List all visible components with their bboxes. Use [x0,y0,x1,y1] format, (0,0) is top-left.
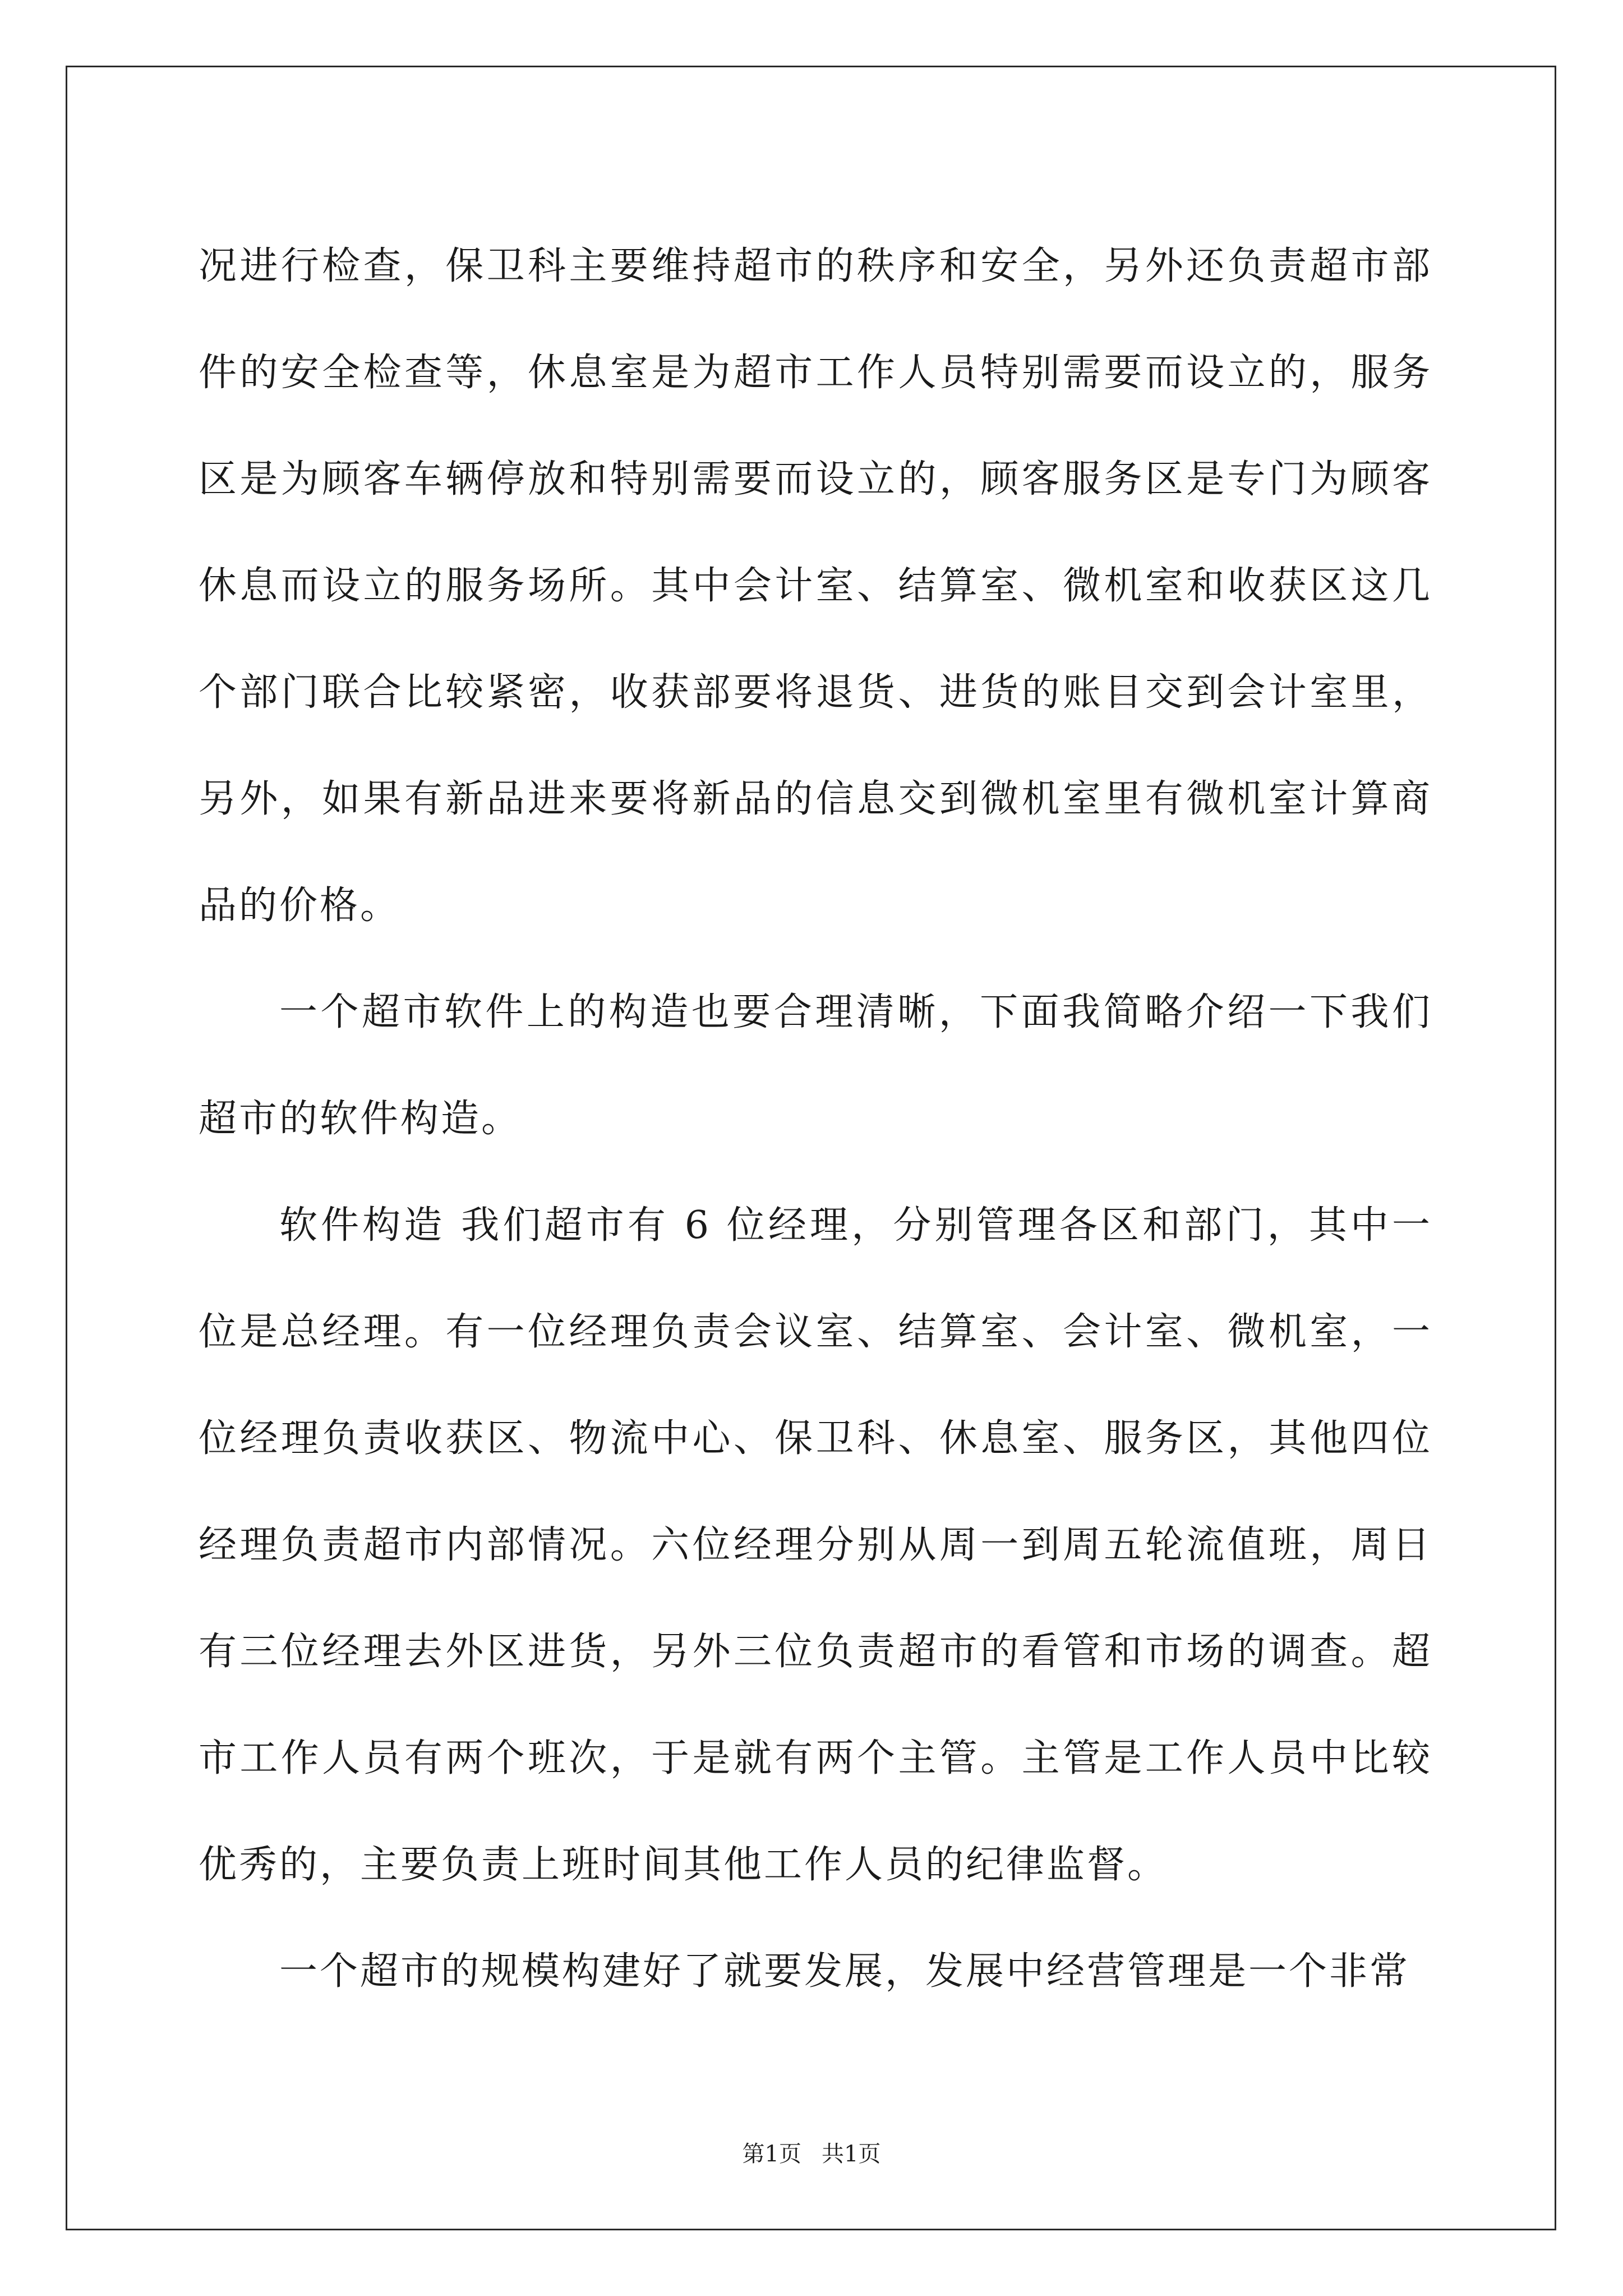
page-total: 共1页 [822,2141,881,2167]
paragraph: 况进行检查，保卫科主要维持超市的秩序和安全，另外还负责超市部件的安全检查等，休息室是为超市工作人员特别需要而设立的，服务区是为顾客车辆停放和特别需要而设立的，顾客服务区是专门为顾客休息而设立的服务场所。其中会计室、结算室、微机室和收获区这几个部门联合比较紧密，收获部要将退货、进货的账目交到会计室里，另外，如果有新品进来要将新品的信息交到微机室里有微机室计算商品的价格。 [199,244,1432,928]
paragraph: 软件构造 我们超市有 6 位经理，分别管理各区和部门，其中一位是总经理。有一位经理负责会议室、结算室、会计室、微机室，一位经理负责收获区、物流中心、保卫科、休息室、服务区，其他四位经理负责超市内部情况。六位经理分别从周一到周五轮流值班，周日有三位经理去外区进货，另外三位负责超市的看管和市场的调查。超市工作人员有两个班次，于是就有两个主管。主管是工作人员中比较优秀的，主要负责上班时间其他工作人员的纪律监督。 [199,1203,1432,1887]
page-number: 第1页 [742,2141,801,2167]
document-body [199,213,1432,2025]
paragraph: 一个超市的规模构建好了就要发展，发展中经营管理是一个非常 [279,1949,1410,1994]
paragraph: 一个超市软件上的构造也要合理清晰，下面我简略介绍一下我们超市的软件构造。 [199,990,1432,1141]
page-footer [0,2136,1623,2168]
